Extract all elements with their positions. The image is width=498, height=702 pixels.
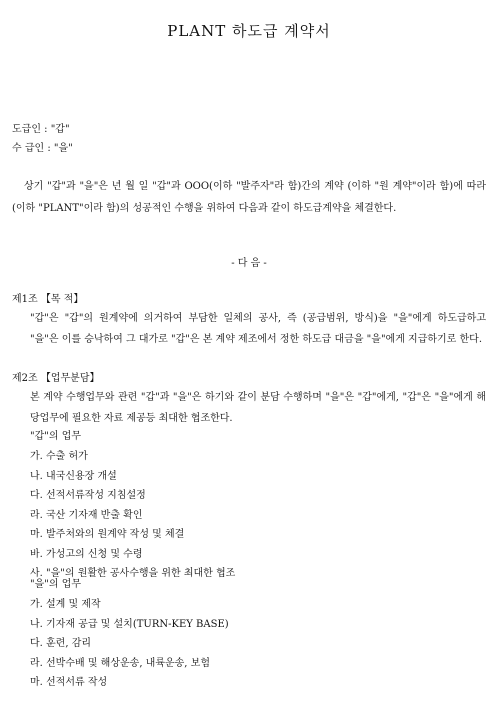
article-1-heading: 제1조 【목 적】 [12, 294, 84, 305]
article-2-heading: 제2조 【업무분담】 [12, 373, 100, 384]
party-a: 도급인 : "갑" [12, 124, 70, 135]
party-a-duty-item: 가. 수출 허가 [30, 451, 88, 462]
party-a-duty-item: 마. 발주처와의 원계약 작성 및 체결 [30, 529, 185, 540]
preamble-text: 상기 "갑"과 "을"은 년 월 일 "갑"과 OOO(이하 "발주자"라 함)간의 계약 (이하 "원 계약"이라 함)에 따라 (이하 "PLANT"이라 함)의 성공적인 수행을 위하여 다음과 같이 하도급계약을 체결한다. [12, 181, 486, 214]
party-a-duty-item: 라. 국산 기자재 반출 확인 [30, 509, 143, 521]
party-a-duty-item: 나. 내국신용장 개설 [30, 470, 117, 482]
party-a-duty-item: 바. 가성고의 신청 및 수령 [30, 548, 143, 560]
party-b-duty-item: 다. 훈련, 감리 [30, 638, 92, 649]
preamble-paragraph [12, 176, 486, 220]
document-title: PLANT 하도급 계약서 [167, 22, 331, 40]
party-b: 수 급인 : "을" [12, 143, 73, 154]
article-1-body: "갑"은 "갑"의 원계약에 의거하여 부담한 일체의 공사, 즉 (공급범위, 방식)을 "을"에게 하도급하고 "을"은 이를 승낙하여 그 대가로 "갑"은 본 계약 제조에서 정한 하도급 대금을 "을"에게 지급하기로 한다. [30, 313, 486, 345]
party-b-duty-item: 가. 설계 및 제작 [30, 599, 101, 610]
party-a-duty-item: 사. "을"의 원활한 공사수행을 위한 최대한 협조 [30, 568, 236, 579]
party-a-duty-item: 다. 선적서류작성 지침설정 [30, 490, 146, 501]
party-a-duties-title: "갑"의 업무 [30, 431, 82, 442]
party-b-duty-item: 나. 기자재 공급 및 설치(TURN-KEY BASE) [30, 618, 229, 630]
separator: - 다 음 - [231, 258, 267, 269]
article-2-body: 본 계약 수행업무와 관련 "갑"과 "을"은 하기와 같이 분담 수행하며 "을"은 "갑"에게, "갑"은 "을"에게 해당업무에 필요한 자료 제공등 최대한 협조한다. [30, 392, 486, 424]
party-b-duty-item: 마. 선적서류 작성 [30, 677, 108, 688]
party-b-duty-item: 라. 선박수배 및 해상운송, 내륙운송, 보험 [30, 657, 210, 669]
party-b-duties-title: "을"의 업무 [30, 579, 82, 590]
